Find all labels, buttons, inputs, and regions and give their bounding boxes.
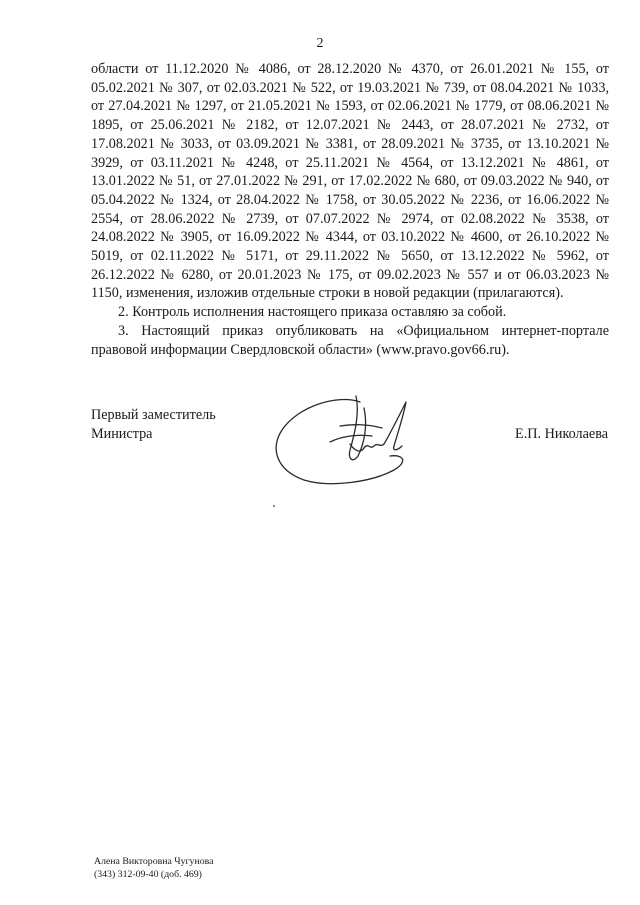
executor-phone: (343) 312-09-40 (доб. 469) (94, 868, 202, 880)
paragraph-amendments-list: области от 11.12.2020 № 4086, от 28.12.2020 № 4370, от 26.01.2021 № 155, от 05.02.2021 № 307, от 02.03.2021 № 522, от 19.03.2021 № 739, от 08.04.2021 № 1033, от 27.04.2021 № 1297, от 21.05.2021 № 1593, от 02.06.2021 № 1779, от 08.06.2021 № 1895, от 25.06.2021 № 2182, от 12.07.2021 № 2443, от 28.07.2021 № 2732, от 17.08.2021 № 3033, от 03.09.2021 № 3381, от 28.09.2021 № 3735, от 13.10.2021 № 3929, от 03.11.2021 № 4248, от 25.11.2021 № 4564, от 13.12.2021 № 4861, от 13.01.2022 № 51, от 27.01.2022 № 291, от 17.02.2022 № 680, от 09.03.2022 № 940, от 05.04.2022 № 1324, от 28.04.2022 № 1758, от 30.05.2022 № 2236, от 16.06.2022 № 2554, от 28.06.2022 № 2739, от 07.07.2022 № 2974, от 02.08.2022 № 3538, от 24.08.2022 № 3905, от 16.09.2022 № 4344, от 03.10.2022 № 4600, от 26.10.2022 № 5019, от 02.11.2022 № 5171, от 29.11.2022 № 5650, от 13.12.2022 № 5962, от 26.12.2022 № 6280, от 20.01.2023 № 175, от 09.02.2023 № 557 и от 06.03.2023 № 1150, изменения, изложив отдельные строки в новой редакции (прилагаются). (91, 61, 609, 302)
executor-name: Алена Викторовна Чугунова (94, 856, 214, 867)
paragraph-control-clause: 2. Контроль исполнения настоящего приказа оставляю за собой. (118, 304, 507, 321)
signer-position-line-1: Первый заместитель (91, 407, 216, 423)
page-number: 2 (316, 36, 324, 51)
signer-position-line-2: Министра (91, 426, 153, 442)
paragraph-publication-clause: 3. Настоящий приказ опубликовать на «Официальном интернет-портале правовой информации Свердловской области» (www.pravo.gov66.ru). (91, 322, 609, 358)
document-body (91, 60, 609, 359)
handwritten-signature (268, 384, 428, 494)
signer-name: Е.П. Николаева (515, 426, 608, 442)
scan-speck (273, 505, 275, 507)
executor-info (94, 856, 213, 881)
